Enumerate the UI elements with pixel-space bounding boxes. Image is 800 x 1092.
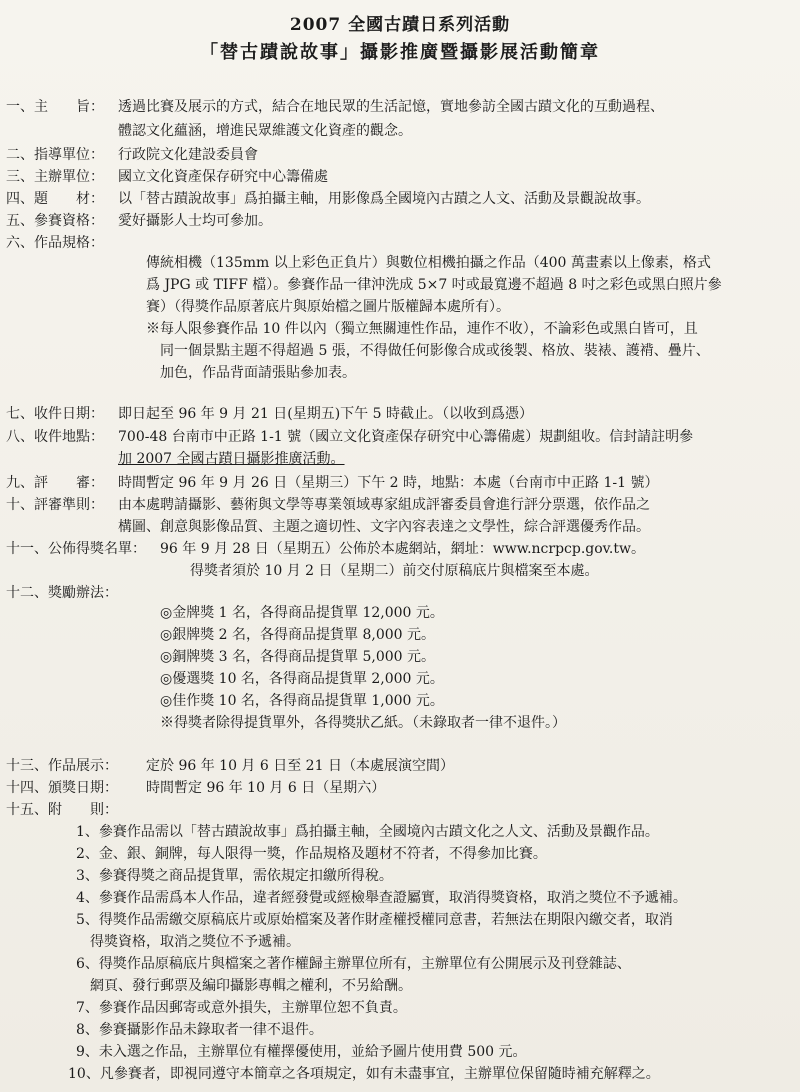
section-3-line-1: 國立文化資產保存研究中心籌備處 [118,169,328,185]
section-6-line-1: 傳統相機（135mm 以上彩色正負片）與數位相機拍攝之作品（400 萬畫素以上像素，格式 [146,255,711,271]
section-9-label: 九、評 審： [6,475,104,491]
section-7-line-1: 即日起至 96 年 9 月 21 日(星期五)下午 5 時截止。（以收到爲憑） [118,406,533,422]
rule-8: 8、參賽攝影作品未錄取者一律不退件。 [76,1022,323,1038]
rule-1: 1、參賽作品需以「替古蹟說故事」爲拍攝主軸，全國境內古蹟文化之人文、活動及景觀作品。 [76,824,659,840]
section-14-label: 十四、頒獎日期： [6,780,118,796]
rule-9: 9、未入選之作品，主辦單位有權擇優使用，並給予圖片使用費 500 元。 [76,1044,527,1060]
section-6-line-3: 賽）（得獎作品原著底片與原始檔之圖片版權歸本處所有）。 [146,299,510,315]
rule-5-cont: 得獎資格，取消之獎位不予遞補。 [90,934,300,950]
section-4-line-1: 以「替古蹟說故事」爲拍攝主軸，用影像爲全國境內古蹟之人文、活動及景觀說故事。 [118,191,650,207]
section-2-label: 二、指導單位： [6,147,104,163]
section-10-line-1: 由本處聘請攝影、藝術與文學等專業領域專家組成評審委員會進行評分票選，依作品之 [118,497,650,513]
section-6-line-6: 加色，作品背面請張貼參加表。 [160,365,356,381]
section-12-label: 十二、獎勵辦法： [6,585,118,601]
section-9-line-1: 時間暫定 96 年 9 月 26 日（星期三）下午 2 時，地點：本處（台南市中正路 1-1 號） [118,475,659,491]
rule-2: 2、金、銀、銅牌，每人限得一獎，作品規格及題材不符者，不得參加比賽。 [76,846,547,862]
section-11-label: 十一、公佈得獎名單： [6,541,146,557]
section-7-label: 七、收件日期： [6,406,104,422]
rule-3: 3、參賽得獎之商品提貨單，需依規定扣繳所得稅。 [76,868,393,884]
section-8-line-1: 700-48 台南市中正路 1-1 號（國立文化資產保存研究中心籌備處）規劃組收。信封請註明參 [118,429,694,445]
section-1-line-2: 體認文化蘊涵，增進民眾維護文化資產的觀念。 [118,123,412,139]
prize-gold: ◎金牌獎 1 名，各得商品提貨單 12,000 元。 [160,605,444,621]
section-6-label: 六、作品規格： [6,235,104,251]
section-6-line-4: ※每人限參賽作品 10 件以內（獨立無關連性作品，連作不收），不論彩色或黑白皆可，且 [146,321,698,337]
section-6-line-5: 同一個景點主題不得超過 5 張，不得做任何影像合成或後製、格放、裝裱、護褙、疊片、 [160,343,710,359]
section-8-label: 八、收件地點： [6,429,104,445]
section-5-label: 五、參賽資格： [6,213,104,229]
section-11-line-2: 得獎者須於 10 月 2 日（星期二）前交付原稿底片與檔案至本處。 [190,563,599,579]
section-8-line-2: 加 2007 全國古蹟日攝影推廣活動。 [118,451,345,467]
rule-6-cont: 網頁、發行郵票及編印攝影專輯之權利，不另給酬。 [90,978,412,994]
section-13-label: 十三、作品展示： [6,758,118,774]
section-10-line-2: 構圖、創意與影像品質、主題之適切性、文字內容表達之文學性，綜合評選優秀作品。 [118,519,650,535]
section-1-label: 一、主 旨： [6,99,104,115]
section-3-label: 三、主辦單位： [6,169,104,185]
prize-merit: ◎優選獎 10 名，各得商品提貨單 2,000 元。 [160,671,444,687]
section-14-line-1: 時間暫定 96 年 10 月 6 日（星期六） [146,780,386,796]
section-5-line-1: 愛好攝影人士均可參加。 [118,213,272,229]
prize-honorable: ◎佳作獎 10 名，各得商品提貨單 1,000 元。 [160,693,444,709]
section-13-line-1: 定於 96 年 10 月 6 日至 21 日（本處展演空間） [146,758,454,774]
section-2-line-1: 行政院文化建設委員會 [118,147,258,163]
section-1-line-1: 透過比賽及展示的方式，結合在地民眾的生活記憶，實地參訪全國古蹟文化的互動過程、 [118,99,664,115]
section-10-label: 十、評審準則： [6,497,104,513]
prize-note: ※得獎者除得提貨單外，各得獎狀乙紙。（未錄取者一律不退件。） [160,715,566,731]
prize-silver: ◎銀牌獎 2 名，各得商品提貨單 8,000 元。 [160,627,436,643]
rule-10: 10、凡參賽者，即視同遵守本簡章之各項規定，如有未盡事宜，主辦單位保留隨時補充解釋之。 [68,1066,660,1082]
rule-7: 7、參賽作品因郵寄或意外損失，主辦單位恕不負責。 [76,1000,407,1016]
rule-6: 6、得獎作品原稿底片與檔案之著作權歸主辦單位所有，主辦單位有公開展示及刊登雜誌、 [76,956,631,972]
rule-4: 4、參賽作品需爲本人作品，違者經發覺或經檢舉查證屬實，取消得獎資格，取消之獎位不予遞補。 [76,890,687,906]
rule-5: 5、得獎作品需繳交原稿底片或原始檔案及著作財產權授權同意書，若無法在期限內繳交者，取消 [76,912,673,928]
section-11-line-1: 96 年 9 月 28 日（星期五）公佈於本處網站，網址：www.ncrpcp.gov.tw。 [160,541,645,557]
document-subtitle: 「替古蹟說故事」攝影推廣暨攝影展活動簡章 [200,42,600,63]
prize-bronze: ◎銅牌獎 3 名，各得商品提貨單 5,000 元。 [160,649,436,665]
document-title: 2007 全國古蹟日系列活動 [289,15,511,35]
section-6-line-2: 爲 JPG 或 TIFF 檔）。參賽作品一律沖洗成 5×7 吋或最寬邊不超過 8 吋之彩色或黑白照片參 [146,277,722,293]
section-15-label: 十五、附 則： [6,802,118,818]
section-4-label: 四、題 材： [6,191,104,207]
